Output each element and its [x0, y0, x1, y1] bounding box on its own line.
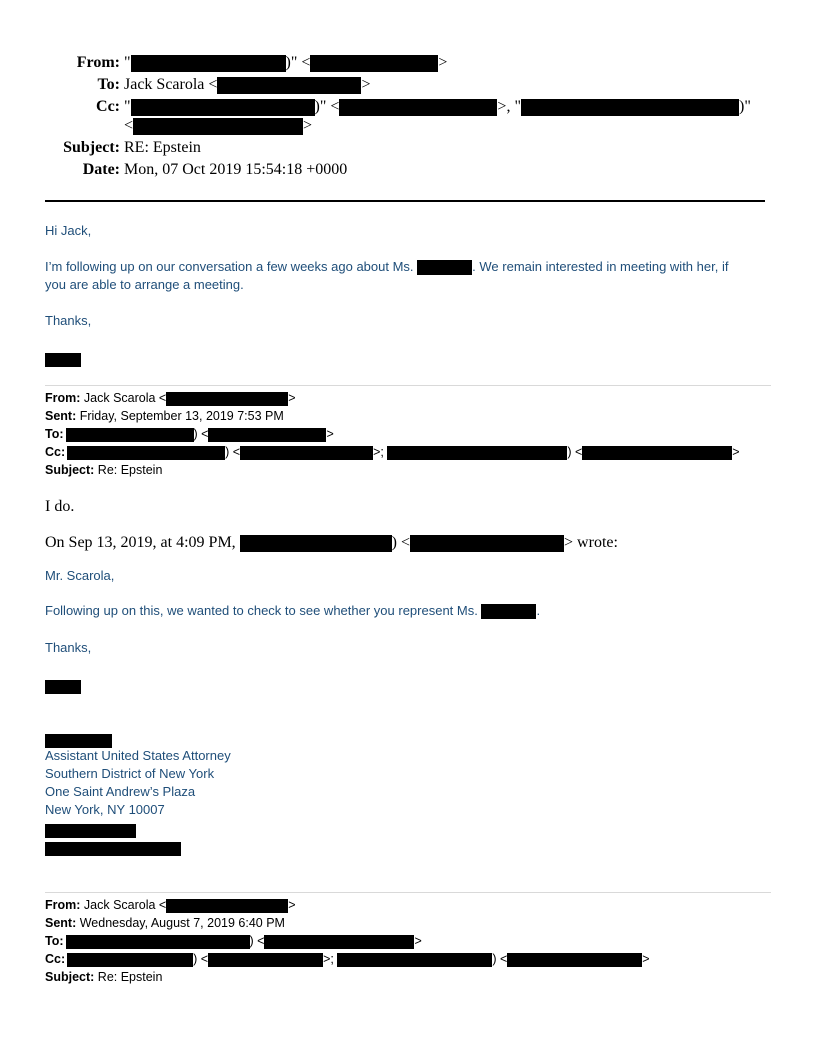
redaction-block [417, 260, 472, 275]
header-from-label: From: [76, 54, 120, 71]
quoted-sent-row: Sent: Wednesday, August 7, 2019 6:40 PM [45, 916, 285, 930]
redaction-block [67, 953, 193, 967]
redaction-block [582, 446, 732, 460]
header-subject-row [0, 138, 816, 158]
header-to-suffix: > [361, 76, 371, 93]
header-cc-label: Cc: [96, 98, 120, 115]
body-paragraph: Following up on this, we wanted to check to see whether you represent Ms. . [45, 603, 541, 618]
redaction-block [67, 446, 225, 460]
quoted-subject-row: Subject: Re: Epstein [45, 970, 163, 984]
redaction-block [310, 55, 438, 72]
quoted-from-row: From: Jack Scarola < > [45, 898, 296, 912]
header-from-row [0, 53, 816, 73]
signature-address-line1: One Saint Andrew’s Plaza [45, 784, 196, 799]
salutation: Mr. Scarola, [45, 568, 115, 583]
header-subject-label: Subject: [63, 139, 120, 156]
redaction-block [264, 935, 414, 949]
header-cc-row-continued: < > [124, 117, 313, 134]
redaction-block [240, 535, 392, 552]
signature-title: Assistant United States Attorney [45, 748, 231, 763]
header-from-suffix: > [438, 54, 448, 71]
redaction-block [387, 446, 567, 460]
header-date-row [0, 160, 816, 180]
header-to-label: To: [97, 76, 120, 93]
redaction-block [337, 953, 492, 967]
greeting: Hi Jack, [45, 223, 92, 238]
redaction-block [131, 55, 286, 72]
redaction-block [208, 953, 323, 967]
header-to-row [0, 75, 816, 95]
quoted-to-row: To: ) < > [45, 934, 422, 948]
redaction-block [166, 392, 288, 406]
redaction-block [166, 899, 288, 913]
redaction-block [45, 824, 136, 838]
wrote-line: On Sep 13, 2019, at 4:09 PM, ) < > wrote: [45, 534, 618, 551]
separator-line [45, 385, 771, 386]
redaction-block [481, 604, 536, 619]
redaction-block [521, 99, 739, 116]
closing: Thanks, [45, 313, 92, 328]
header-divider [45, 200, 765, 202]
header-date-value: Mon, 07 Oct 2019 15:54:18 +0000 [124, 161, 348, 178]
redaction-block [410, 535, 564, 552]
signature-address-line2: New York, NY 10007 [45, 802, 165, 817]
quoted-from-row: From: Jack Scarola < > [45, 391, 296, 405]
redaction-block [45, 734, 112, 748]
closing-2: Thanks, [45, 640, 92, 655]
separator-line [45, 892, 771, 893]
quoted-sent-row: Sent: Friday, September 13, 2019 7:53 PM [45, 409, 284, 423]
signature-office: Southern District of New York [45, 766, 215, 781]
body-paragraph-line2: you are able to arrange a meeting. [45, 277, 244, 292]
redaction-block [131, 99, 315, 116]
header-from-quote: " [124, 54, 131, 71]
redaction-block [45, 680, 81, 694]
redaction-block [240, 446, 373, 460]
redaction-block [45, 842, 181, 856]
redaction-block [45, 353, 81, 367]
redaction-block [507, 953, 642, 967]
redaction-block [66, 935, 250, 949]
reply-text: I do. [45, 498, 75, 515]
quoted-subject-row: Subject: Re: Epstein [45, 463, 163, 477]
redaction-block [208, 428, 326, 442]
header-from-mid: )" < [285, 54, 311, 71]
redaction-block [339, 99, 497, 116]
quoted-to-row: To: ) < > [45, 427, 334, 441]
quoted-cc-row: Cc: ) < >; ) < > [45, 445, 740, 459]
redaction-block [133, 118, 303, 135]
header-subject-value: RE: Epstein [124, 139, 201, 156]
quoted-cc-row: Cc: ) < >; ) < > [45, 952, 650, 966]
redaction-block [66, 428, 194, 442]
header-cc-row: Cc: " )" < >, " )" [0, 97, 816, 117]
body-paragraph-line1: I’m following up on our conversation a few weeks ago about Ms. . We remain interested in meeting with her, if [45, 259, 729, 274]
header-date-label: Date: [82, 161, 120, 178]
header-to-value: Jack Scarola < [124, 76, 218, 93]
redaction-block [217, 77, 361, 94]
